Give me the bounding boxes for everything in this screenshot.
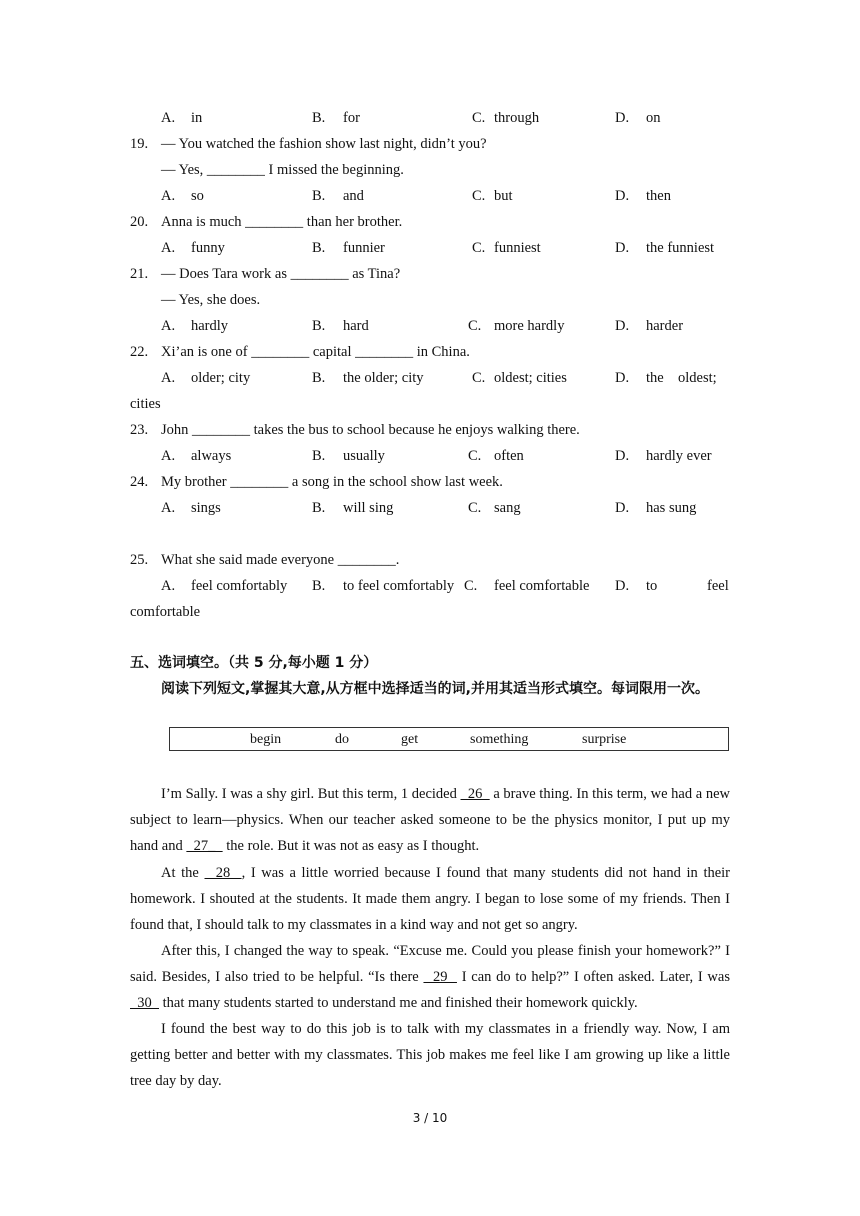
passage-paragraph bbox=[130, 781, 730, 860]
question-text: John ________ takes the bus to school because he enjoys walking there. bbox=[161, 422, 580, 438]
word-item: get bbox=[401, 732, 419, 747]
section-instruction: 阅读下列短文,掌握其大意,从方框中选择适当的词,并用其适当形式填空。每词限用一次。 bbox=[161, 681, 709, 697]
option-b-text: and bbox=[343, 188, 364, 204]
question-number: 20. bbox=[130, 214, 149, 230]
option-d-letter: D. bbox=[615, 578, 630, 594]
option-d-text: hardly ever bbox=[646, 448, 712, 464]
option-a-letter: A. bbox=[161, 240, 176, 256]
word-item: do bbox=[335, 732, 349, 747]
question-text: My brother ________ a song in the school show last week. bbox=[161, 474, 503, 490]
option-b-text: will sing bbox=[343, 500, 394, 516]
question-text: Anna is much ________ than her brother. bbox=[161, 214, 403, 230]
option-b-text: the older; city bbox=[343, 370, 424, 386]
option-d-text: feel bbox=[707, 578, 729, 594]
option-b-letter: B. bbox=[312, 578, 326, 594]
word-item: begin bbox=[250, 732, 282, 747]
option-c-text: oldest; cities bbox=[494, 370, 567, 386]
option-a-letter: A. bbox=[161, 500, 176, 516]
option-c-text: often bbox=[494, 448, 524, 464]
blank-26: 26 bbox=[460, 786, 490, 802]
word-item: something bbox=[470, 732, 529, 747]
option-a-text: so bbox=[191, 188, 204, 204]
question-number: 23. bbox=[130, 422, 149, 438]
option-d-text: the bbox=[646, 370, 664, 386]
option-c-letter: C. bbox=[468, 318, 482, 334]
option-b-text: usually bbox=[343, 448, 385, 464]
option-a-letter: A. bbox=[161, 370, 176, 386]
question-number: 21. bbox=[130, 266, 149, 282]
option-b-letter: B. bbox=[312, 500, 326, 516]
option-c-letter: C. bbox=[468, 500, 482, 516]
option-d-text: the funniest bbox=[646, 240, 715, 256]
passage-paragraph: I found the best way to do this job is to talk with my classmates in a friendly way. Now, I am getting better and better with my classmates. This job makes me feel like I am growing up like a little tree day by day. bbox=[130, 1021, 730, 1090]
question-text: — You watched the fashion show last night, didn’t you? bbox=[161, 136, 487, 152]
question-number: 24. bbox=[130, 474, 149, 490]
question-number: 22. bbox=[130, 344, 149, 360]
word-item: surprise bbox=[582, 732, 627, 747]
option-d-text: then bbox=[646, 188, 671, 204]
option-a-letter: A. bbox=[161, 448, 176, 464]
option-a-text: hardly bbox=[191, 318, 229, 334]
option-b-letter: B. bbox=[312, 448, 326, 464]
option-d-text: on bbox=[646, 110, 661, 126]
option-b-text: hard bbox=[343, 318, 369, 334]
blank-27: 27_ bbox=[186, 838, 223, 855]
option-b-text: funnier bbox=[343, 240, 385, 256]
option-a-text: always bbox=[191, 448, 232, 464]
word-box bbox=[169, 727, 729, 751]
blank-30: 30 bbox=[130, 995, 159, 1012]
option-b-letter: B. bbox=[312, 188, 326, 204]
option-b-text: to feel comfortably bbox=[343, 578, 455, 594]
option-d-letter: D. bbox=[615, 110, 630, 126]
option-a-letter: A. bbox=[161, 578, 176, 594]
passage-text: At the bbox=[161, 865, 205, 881]
option-d-text-wrap: cities bbox=[130, 396, 161, 412]
option-d-letter: D. bbox=[615, 370, 630, 386]
passage-text: , I was a little worried because I found that many students did not hand in their homework. I shouted at the students. It made them angry. I began to lose some of my friends. Then I found that, I should talk to my classmates in a kind way and not get so angry. bbox=[130, 865, 731, 934]
option-c-text: feel comfortable bbox=[494, 578, 590, 594]
question-number: 19. bbox=[130, 136, 149, 152]
option-c-letter: C. bbox=[472, 188, 486, 204]
option-d-letter: D. bbox=[615, 448, 630, 464]
option-c-text: but bbox=[494, 188, 513, 204]
blank-28: 28 bbox=[204, 865, 242, 881]
option-d-letter: D. bbox=[615, 240, 630, 256]
passage-text: I’m Sally. I was a shy girl. But this term, 1 decided bbox=[161, 786, 461, 802]
question-number: 25. bbox=[130, 552, 149, 568]
option-c-text: sang bbox=[494, 500, 521, 516]
option-a-letter: A. bbox=[161, 110, 176, 126]
option-d-letter: D. bbox=[615, 500, 630, 516]
passage-text: that many students started to understand me and finished their homework quickly. bbox=[159, 995, 638, 1012]
option-d-text-wrap: comfortable bbox=[130, 604, 201, 620]
option-c-letter: C. bbox=[472, 110, 486, 126]
question-text: — Yes, ________ I missed the beginning. bbox=[161, 162, 404, 178]
option-b-text: for bbox=[343, 110, 360, 126]
option-a-text: older; city bbox=[191, 370, 251, 386]
blank-29: 29 bbox=[423, 969, 457, 986]
option-c-letter: C. bbox=[472, 370, 486, 386]
passage-text: After this, I changed the way to speak. “Excuse me. Could you please finish your homework?” I said. Besides, I also tried to be helpful. “Is there bbox=[130, 943, 730, 986]
question-text: — Yes, she does. bbox=[161, 292, 261, 308]
option-d-text: to bbox=[646, 578, 658, 594]
option-a-text: funny bbox=[191, 240, 225, 256]
option-b-letter: B. bbox=[312, 110, 326, 126]
option-a-text: feel comfortably bbox=[191, 578, 288, 594]
page-number: 3 / 10 bbox=[412, 1111, 448, 1125]
passage-paragraph bbox=[130, 938, 730, 1017]
question-text: What she said made everyone ________. bbox=[161, 552, 400, 568]
option-b-letter: B. bbox=[312, 370, 326, 386]
passage-paragraph bbox=[130, 860, 730, 939]
option-c-letter: C. bbox=[464, 578, 478, 594]
passage-text: I can do to help?” I often asked. Later, I was bbox=[456, 969, 730, 986]
option-c-text: funniest bbox=[494, 240, 541, 256]
question-text: — Does Tara work as ________ as Tina? bbox=[161, 266, 401, 282]
option-d-letter: D. bbox=[615, 318, 630, 334]
option-b-letter: B. bbox=[312, 240, 326, 256]
option-c-text: more hardly bbox=[494, 318, 565, 334]
option-c-text: through bbox=[494, 110, 540, 126]
option-c-letter: C. bbox=[468, 448, 482, 464]
option-d-text: has sung bbox=[646, 500, 697, 516]
option-b-letter: B. bbox=[312, 318, 326, 334]
option-a-letter: A. bbox=[161, 318, 176, 334]
option-d-text: oldest; bbox=[678, 370, 717, 386]
section-title: 五、选词填空。（共 5 分,每小题 1 分） bbox=[130, 655, 378, 671]
passage-text: a brave thing. In this term, we had a new subject to learn—physics. When our teacher asked someone to be the physics monitor, I put up my hand and bbox=[130, 786, 731, 855]
option-c-letter: C. bbox=[472, 240, 486, 256]
option-a-text: sings bbox=[191, 500, 221, 516]
option-d-text: harder bbox=[646, 318, 684, 334]
option-d-letter: D. bbox=[615, 188, 630, 204]
option-a-letter: A. bbox=[161, 188, 176, 204]
option-a-text: in bbox=[191, 110, 203, 126]
passage-text: the role. But it was not as easy as I thought. bbox=[222, 838, 480, 855]
question-text: Xi’an is one of ________ capital ________ in China. bbox=[161, 344, 470, 360]
